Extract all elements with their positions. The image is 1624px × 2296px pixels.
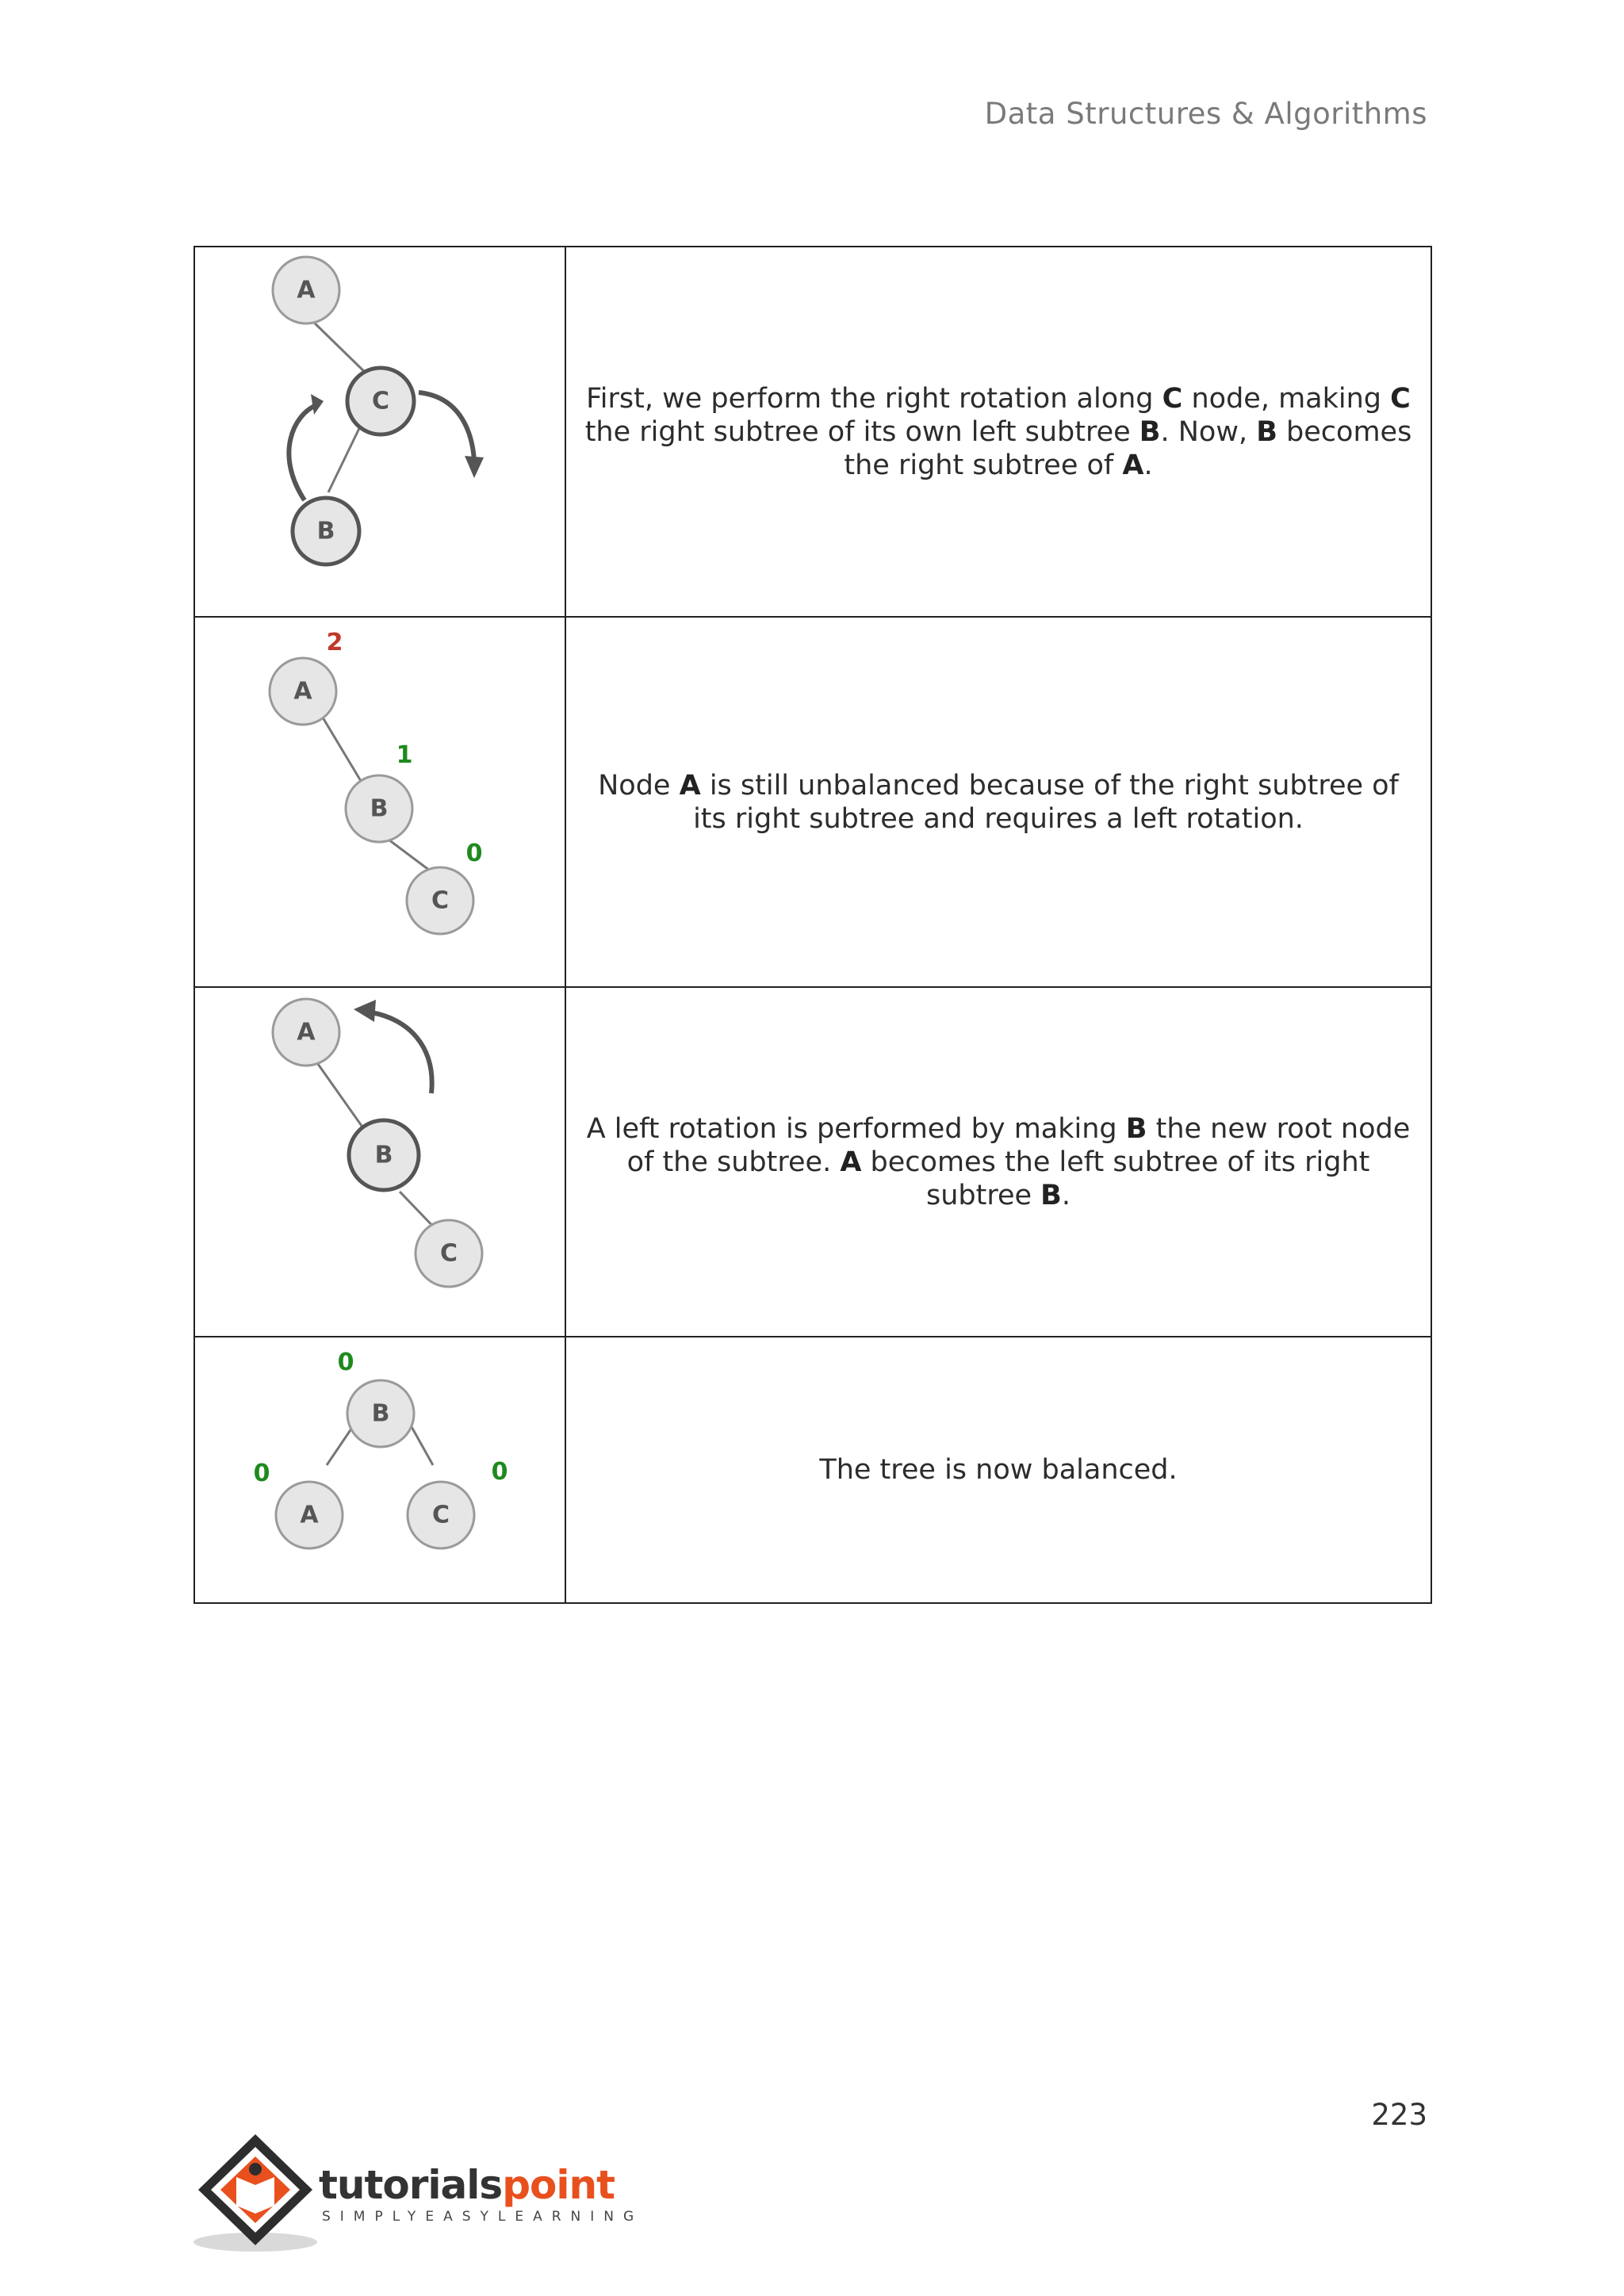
svg-text:A: A: [293, 677, 312, 706]
tree-diagram-balanced: [194, 1337, 565, 1603]
logo-tagline: SIMPLYEASYLEARNING: [322, 2209, 644, 2225]
arrowhead-icon: [311, 394, 324, 415]
rotation-arrow-icon: [419, 392, 474, 461]
tree-node-a: [276, 1482, 343, 1548]
svg-text:C: C: [431, 1501, 450, 1529]
tree-node-b: [346, 775, 412, 842]
svg-text:C: C: [439, 1239, 458, 1268]
tree-node-c: [407, 867, 473, 934]
svg-text:A: A: [300, 1501, 319, 1529]
rotation-steps-table: [193, 246, 1432, 1604]
logo-wordmark: tutorialspoint: [319, 2162, 615, 2208]
balance-factor-c: 0: [465, 840, 483, 867]
tree-diagram-unbalanced: [194, 617, 565, 987]
tree-node-a: [270, 658, 336, 725]
step-description: The tree is now balanced.: [565, 1337, 1431, 1603]
page-number: 223: [1371, 2098, 1427, 2132]
svg-text:B: B: [374, 1141, 393, 1169]
arrowhead-icon: [465, 456, 484, 478]
tree-node-c: [408, 1482, 474, 1548]
svg-text:A: A: [297, 1018, 316, 1047]
tree-node-c: [416, 1220, 482, 1287]
table-row: [194, 987, 1431, 1337]
tree-diagram-svg: [195, 618, 565, 985]
svg-text:B: B: [371, 1399, 390, 1428]
tree-diagram-left-rotation: [194, 987, 565, 1337]
tutorialspoint-logo: [190, 2130, 644, 2256]
logo-mark-icon: [190, 2130, 325, 2256]
arrowhead-icon: [354, 1000, 376, 1022]
tree-diagram-svg: [195, 1338, 565, 1601]
svg-text:B: B: [370, 794, 389, 823]
svg-text:A: A: [297, 276, 316, 304]
tree-edge: [328, 420, 363, 492]
tree-diagram-svg: [195, 248, 565, 615]
rotation-arrow-icon: [371, 1012, 432, 1093]
tree-edge: [308, 316, 372, 379]
tree-node-a: [273, 257, 339, 323]
tree-node-b: [293, 498, 359, 564]
tree-diagram-svg: [195, 989, 565, 1335]
step-description: Node A is still unbalanced because of the right subtree of its right subtree and requires a left rotation.: [565, 617, 1431, 987]
balance-factor-b: 0: [337, 1349, 354, 1376]
step-description: A left rotation is performed by making B the new root node of the subtree. A becomes the left subtree of its right subtree B.: [565, 987, 1431, 1337]
balance-factor-a: 0: [253, 1460, 270, 1487]
table-row: [194, 1337, 1431, 1603]
svg-text:B: B: [316, 517, 335, 545]
balance-factor-a: 2: [326, 629, 343, 656]
table-row: [194, 247, 1431, 617]
step-description: First, we perform the right rotation along C node, making C the right subtree of its own left subtree B. Now, B becomes the right subtree of A.: [565, 247, 1431, 617]
svg-text:C: C: [431, 886, 450, 915]
tree-node-a: [273, 999, 339, 1066]
balance-factor-c: 0: [491, 1458, 508, 1486]
balance-factor-b: 1: [396, 741, 413, 769]
tree-node-c: [347, 368, 414, 434]
tree-diagram-right-rotation: [194, 247, 565, 617]
running-header: Data Structures & Algorithms: [984, 97, 1427, 131]
tree-node-b: [347, 1380, 414, 1447]
table-row: [194, 617, 1431, 987]
rotation-arrow-icon: [289, 405, 316, 500]
tree-node-b: [349, 1120, 419, 1190]
svg-text:C: C: [371, 387, 390, 415]
